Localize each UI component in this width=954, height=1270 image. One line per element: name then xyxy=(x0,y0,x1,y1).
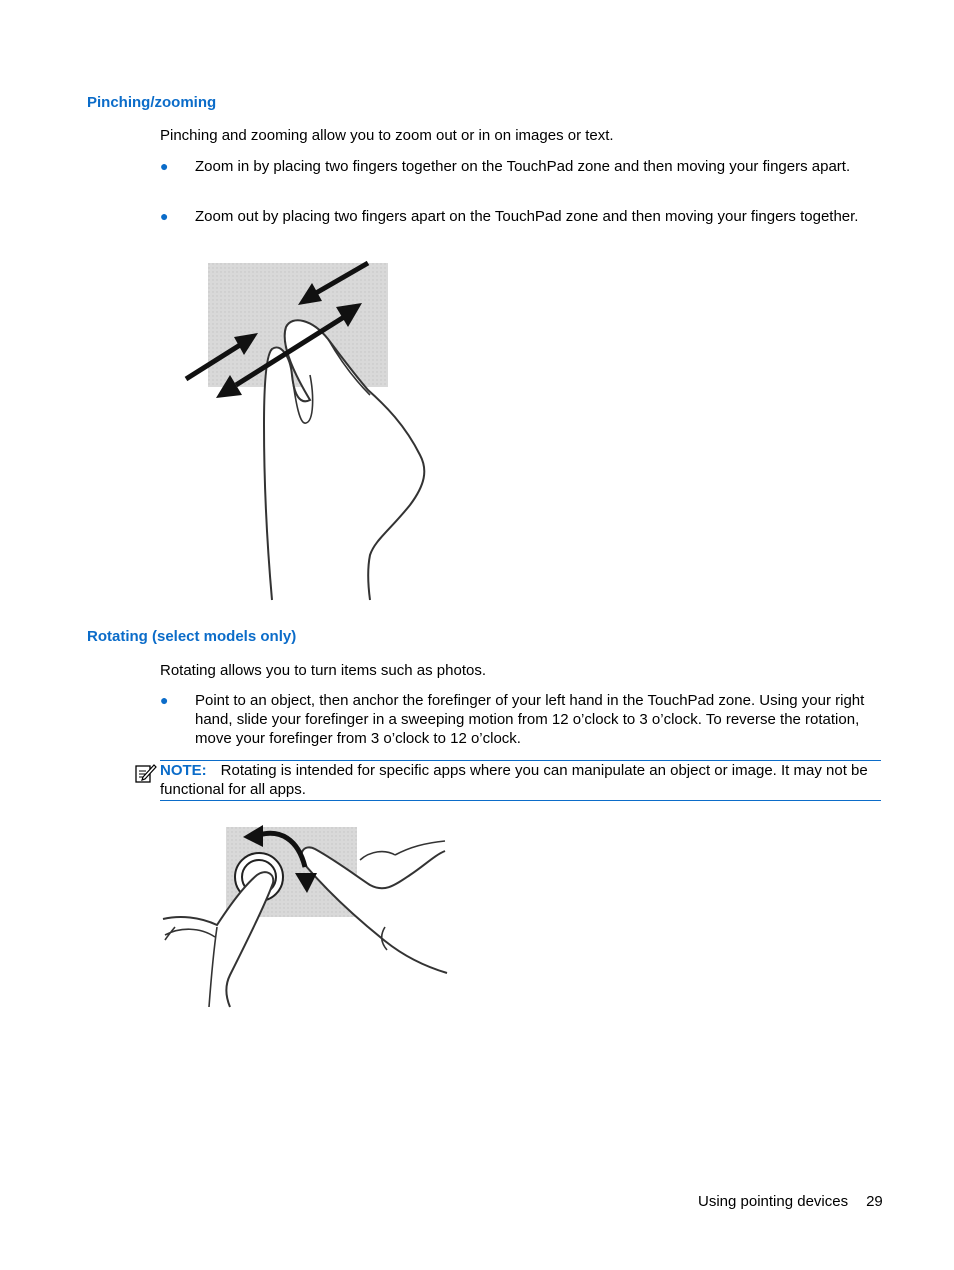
rotate-illustration xyxy=(155,815,455,1015)
list-item-text: Zoom in by placing two fingers together on the TouchPad zone and then moving your fingers apart. xyxy=(195,158,851,175)
pinching-intro: Pinching and zooming allow you to zoom out or in on images or text. xyxy=(160,127,614,144)
list-item xyxy=(160,207,885,226)
list-item-text: Point to an object, then anchor the forefinger of your left hand in the TouchPad zone. Using your right hand, slide your forefinger in a sweeping motion from 12 o’clock to 3 o’clock. To reverse the rotation, move your forefinger from 3 o’clock to 12 o’clock. xyxy=(195,692,865,747)
note-label: NOTE: xyxy=(160,762,207,779)
bullet-dot-icon: ● xyxy=(160,692,169,708)
note-text: Rotating is intended for specific apps where you can manipulate an object or image. It may not be functional for all apps. xyxy=(160,762,868,798)
list-item-text: Zoom out by placing two fingers apart on the TouchPad zone and then moving your fingers together. xyxy=(195,208,859,225)
section-heading-rotating: Rotating (select models only) xyxy=(87,628,297,645)
list-item xyxy=(160,157,885,176)
bullet-dot-icon: ● xyxy=(160,158,169,174)
rotating-intro: Rotating allows you to turn items such as photos. xyxy=(160,662,487,679)
bullet-dot-icon: ● xyxy=(160,208,169,224)
pinch-zoom-illustration xyxy=(180,255,440,605)
page-footer xyxy=(698,1193,883,1211)
note-box xyxy=(160,760,881,801)
section-heading-pinching: Pinching/zooming xyxy=(87,94,217,111)
footer-section-title: Using pointing devices xyxy=(698,1193,849,1210)
list-item xyxy=(160,691,885,748)
note-pencil-icon xyxy=(134,762,158,784)
hand-drawing xyxy=(264,320,424,600)
page-number: 29 xyxy=(866,1193,883,1210)
left-hand-drawing xyxy=(163,872,273,1007)
